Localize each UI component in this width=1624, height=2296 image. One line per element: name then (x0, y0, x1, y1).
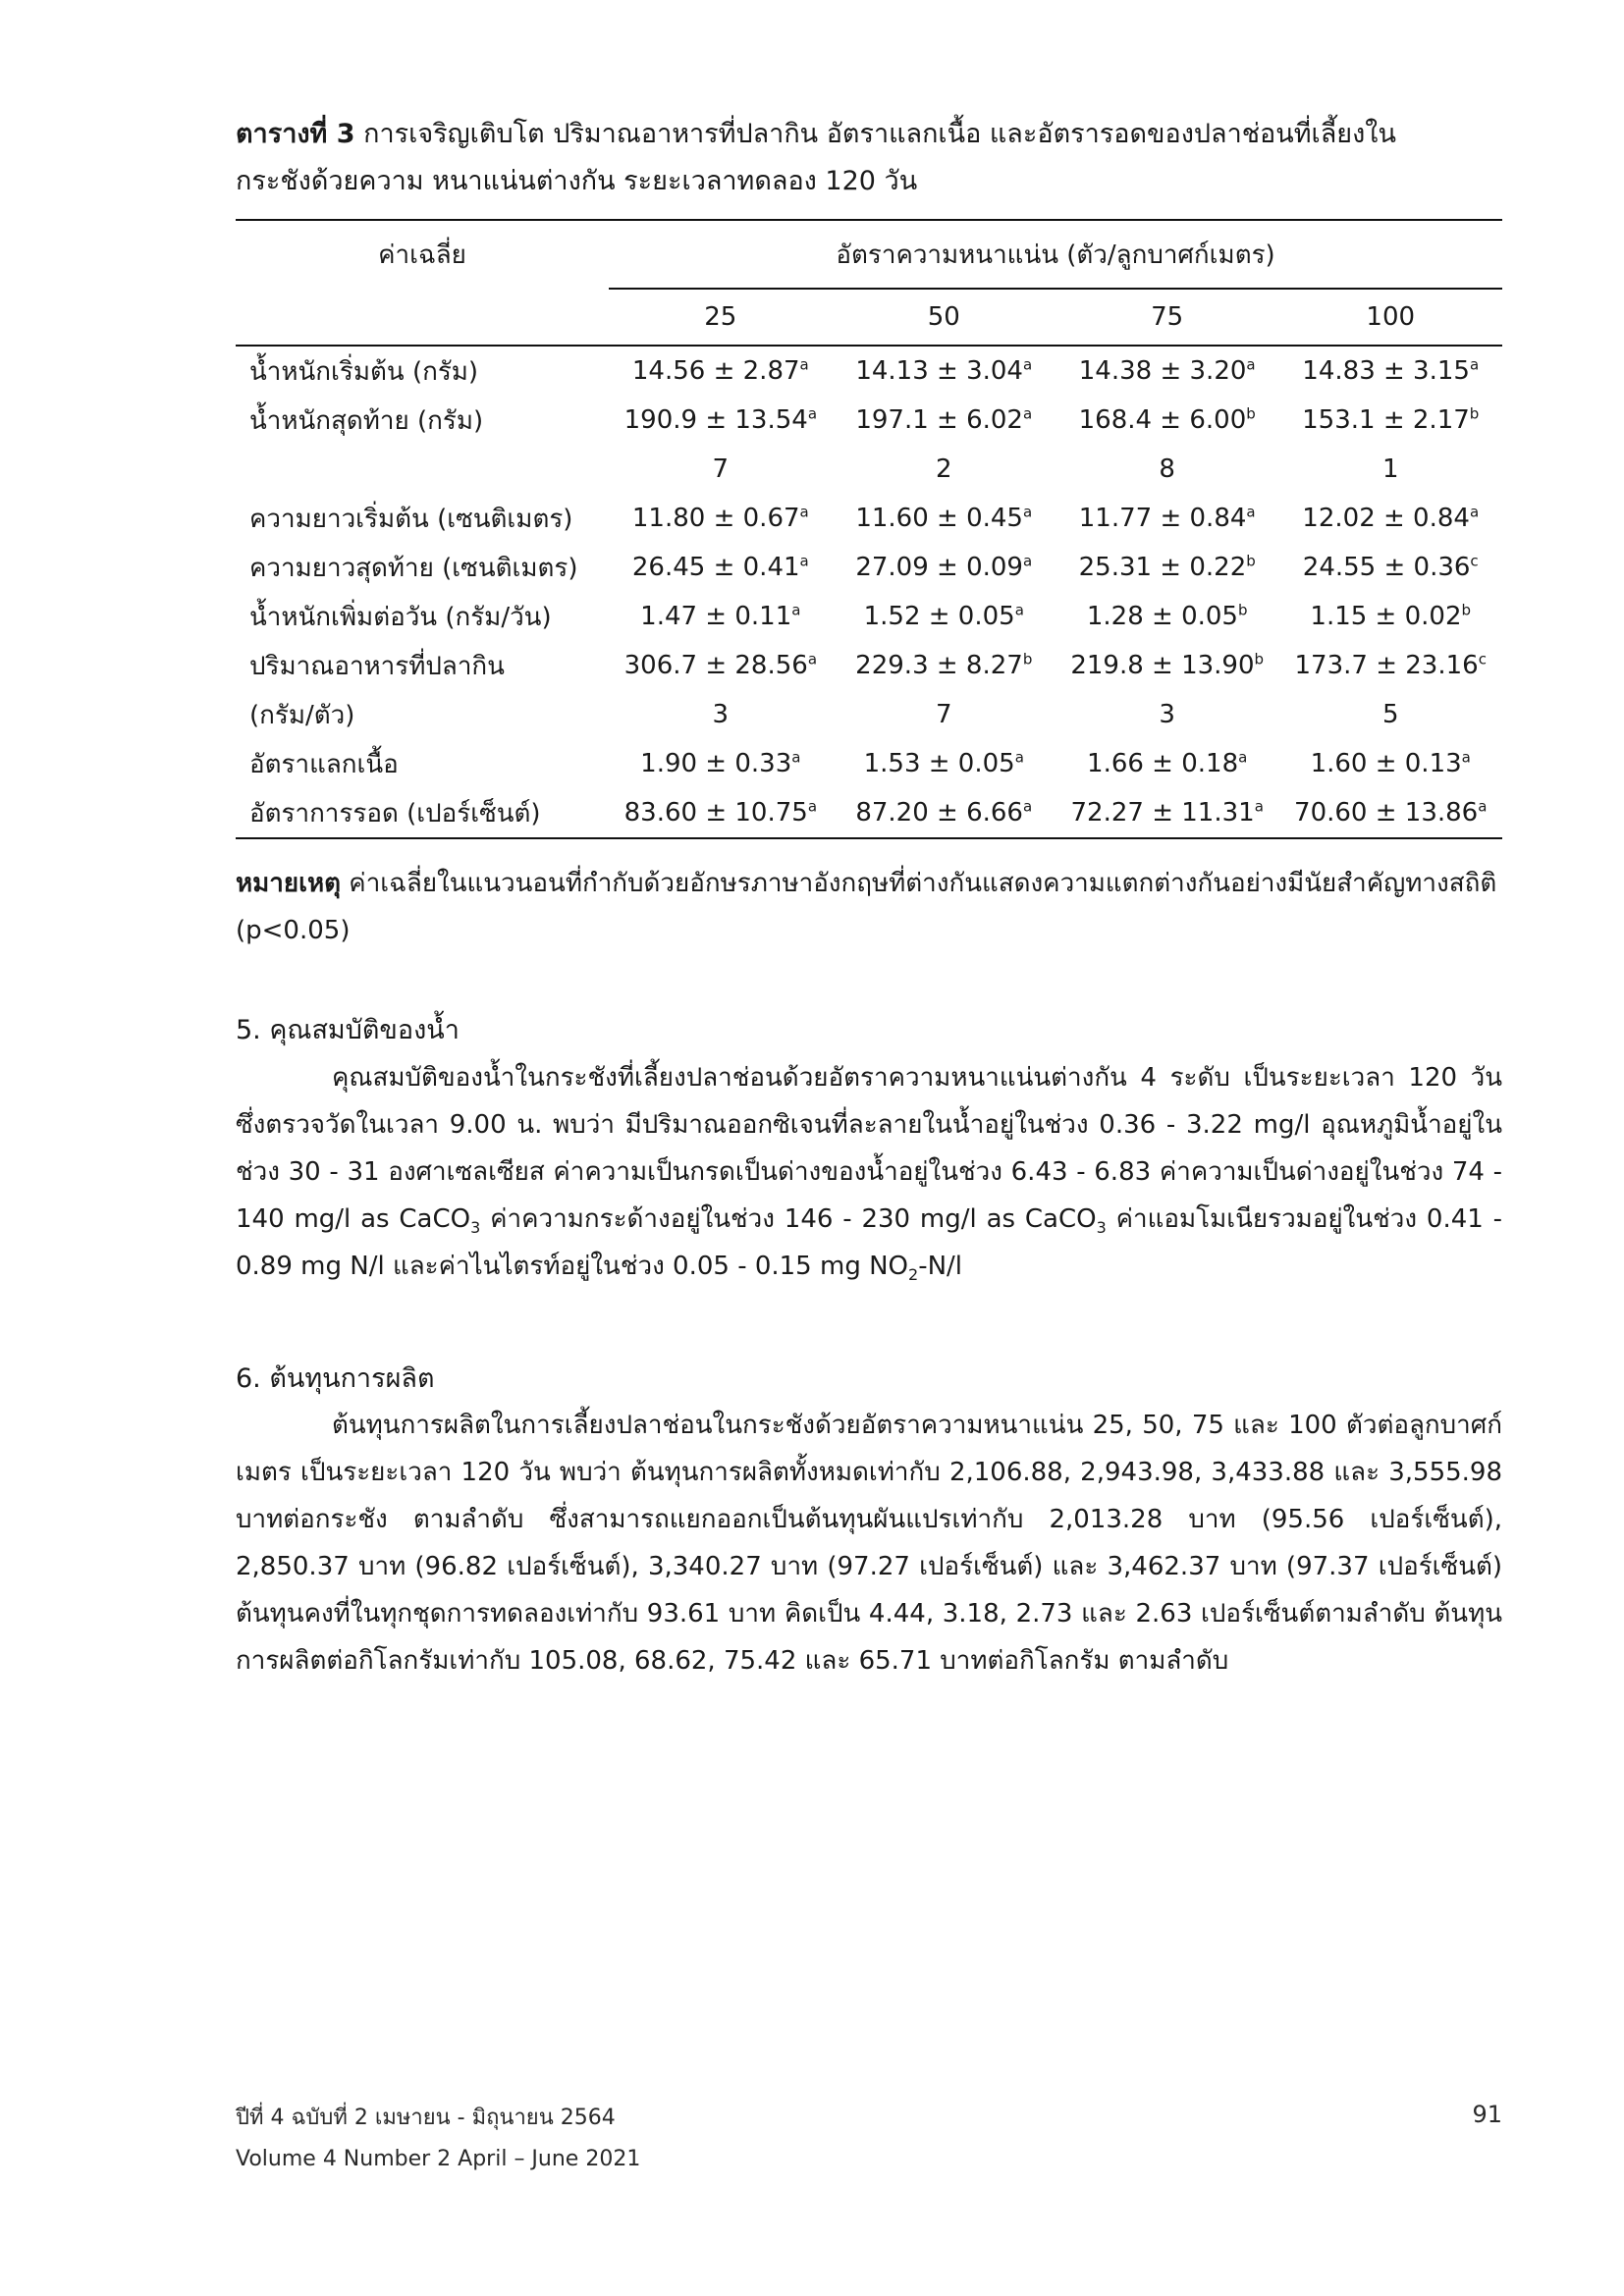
table-row (236, 641, 1502, 690)
cell-mean-sd: 27.09 ± 0.09 (855, 553, 1023, 582)
cell-mean-sd: 70.60 ± 13.86 (1294, 798, 1479, 828)
section6-text: ต้นทุนการผลิตในการเลี้ยงปลาช่อนในกระชังด้วยอัตราความหนาแน่น 25, 50, 75 และ 100 ตัวต่อลูกบาศก์เมตร เป็นระยะเวลา 120 วัน พบว่า ต้นทุนการผลิตทั้งหมดเท่ากับ 2,106.88, 2,943.98, 3,433.88 และ 3,555.98 บาทต่อกระชัง ตามลำดับ ซึ่งสามารถแยกออกเป็นต้นทุนผันแปรเท่ากับ 2,013.28 บาท (95.56 เปอร์เซ็นต์), 2,850.37 บาท (96.82 เปอร์เซ็นต์), 3,340.27 บาท (97.27 เปอร์เซ็นต์) และ 3,462.37 บาท (97.37 เปอร์เซ็นต์) ต้นทุนคงที่ในทุกชุดการทดลองเท่ากับ 93.61 บาท คิดเป็น 4.44, 3.18, 2.73 และ 2.63 เปอร์เซ็นต์ตามลำดับ ต้นทุนการผลิตต่อกิโลกรัมเท่ากับ 105.08, 68.62, 75.42 และ 65.71 บาทต่อกิโลกรัม ตามลำดับ (236, 1411, 1502, 1676)
cell-value (609, 739, 833, 788)
cell-value (1278, 396, 1502, 445)
cell-mean-sd: 24.55 ± 0.36 (1302, 553, 1471, 582)
significance-letter: b (1469, 404, 1480, 423)
cell-mean-sd: 5 (1381, 700, 1399, 729)
row-label: อัตราการรอด (เปอร์เซ็นต์) (249, 798, 541, 828)
cell-mean-sd: 8 (1159, 454, 1175, 484)
cell-value (833, 788, 1056, 838)
significance-letter: b (1254, 650, 1265, 668)
cell-value (609, 690, 833, 739)
cell-value (1278, 739, 1502, 788)
significance-letter: a (1469, 503, 1480, 521)
row-label: อัตราแลกเนื้อ (249, 749, 399, 779)
cell-mean-sd: 1.53 ± 0.05 (863, 749, 1015, 778)
cell-value (609, 788, 833, 838)
cell-mean-sd: 229.3 ± 8.27 (855, 651, 1023, 680)
section5-text-3: ค่าแอมโมเนียรวมอยู่ในช่วง 0.41 - 0.89 mg N/l และค่าไนไตรท์อยู่ในช่วง 0.05 - 0.15 mg NO (236, 1204, 1503, 1281)
cell-value (609, 592, 833, 641)
note-label: หมายเหตุ (236, 869, 342, 898)
caption-text-line1: การเจริญเติบโต ปริมาณอาหารที่ปลากิน อัตราแลกเนื้อ และอัตรารอดของปลาช่อนที่เลี้ยงใน (354, 119, 1396, 149)
cell-value (833, 690, 1056, 739)
row-label: (กรัม/ตัว) (249, 700, 355, 730)
cell-mean-sd: 1.52 ± 0.05 (863, 602, 1015, 631)
cell-value (1278, 346, 1502, 396)
significance-letter: a (799, 503, 809, 521)
significance-letter: b (1022, 650, 1033, 668)
table-row (236, 592, 1502, 641)
cell-mean-sd: 190.9 ± 13.54 (623, 405, 808, 435)
significance-letter: a (1022, 503, 1033, 521)
cell-mean-sd: 1.28 ± 0.05 (1086, 602, 1238, 631)
cell-mean-sd: 153.1 ± 2.17 (1302, 405, 1470, 435)
cell-mean-sd: 1.15 ± 0.02 (1310, 602, 1462, 631)
cell-mean-sd: 219.8 ± 13.90 (1070, 651, 1255, 680)
significance-letter: a (1022, 404, 1033, 423)
cell-mean-sd: 3 (712, 700, 730, 729)
cell-value (1056, 788, 1279, 838)
significance-letter: b (1461, 601, 1472, 619)
cell-value (833, 346, 1056, 396)
significance-letter: a (1022, 552, 1033, 570)
cell-value (1278, 690, 1502, 739)
section6-heading: 6. ต้นทุนการผลิต (236, 1363, 435, 1394)
cell-value (1278, 788, 1502, 838)
table-row (236, 788, 1502, 838)
table-row (236, 543, 1502, 592)
cell-mean-sd: 11.77 ± 0.84 (1078, 504, 1247, 533)
cell-mean-sd: 14.13 ± 3.04 (855, 356, 1023, 386)
significance-letter: a (807, 797, 818, 816)
cell-value (609, 396, 833, 445)
significance-letter: a (1238, 748, 1248, 767)
cell-value (833, 494, 1056, 543)
row-label (236, 445, 609, 494)
table-row (236, 396, 1502, 445)
section6-paragraph (236, 1402, 1502, 1684)
significance-letter: a (807, 404, 818, 423)
cell-value (1056, 543, 1279, 592)
cell-mean-sd: 7 (712, 454, 730, 484)
density-50: 50 (927, 302, 960, 332)
cell-mean-sd: 14.38 ± 3.20 (1078, 356, 1247, 386)
page-number: 91 (1472, 2101, 1502, 2128)
cell-value (833, 445, 1056, 494)
significance-letter: b (1246, 404, 1256, 423)
cell-value (1056, 346, 1279, 396)
row-label: น้ำหนักเพิ่มต่อวัน (กรัม/วัน) (249, 602, 552, 632)
cell-value (1056, 445, 1279, 494)
cell-value (1056, 739, 1279, 788)
density-75: 75 (1151, 302, 1184, 332)
results-table (236, 219, 1502, 839)
cell-value (833, 592, 1056, 641)
cell-mean-sd: 1.47 ± 0.11 (640, 602, 792, 631)
table-row (236, 690, 1502, 739)
section5-heading: 5. คุณสมบัติของน้ำ (236, 1015, 460, 1045)
cell-value (609, 641, 833, 690)
row-label: น้ำหนักสุดท้าย (กรัม) (249, 405, 484, 436)
cell-value (1056, 690, 1279, 739)
table-note (236, 860, 1502, 954)
significance-letter: a (1246, 355, 1256, 374)
table-row (236, 739, 1502, 788)
cell-mean-sd: 3 (1159, 700, 1175, 729)
row-label: ความยาวเริ่มต้น (เซนติเมตร) (249, 504, 573, 534)
significance-letter: a (1469, 355, 1480, 374)
density-header-row (236, 289, 1502, 346)
significance-letter: a (799, 355, 809, 374)
cell-value (833, 543, 1056, 592)
significance-letter: a (799, 552, 809, 570)
cell-value (609, 445, 833, 494)
cell-mean-sd: 25.31 ± 0.22 (1078, 553, 1247, 582)
cell-mean-sd: 14.56 ± 2.87 (631, 356, 800, 386)
cell-value (1278, 592, 1502, 641)
cell-mean-sd: 168.4 ± 6.00 (1078, 405, 1247, 435)
cell-mean-sd: 26.45 ± 0.41 (631, 553, 800, 582)
header-density: อัตราความหนาแน่น (ตัว/ลูกบาศก์เมตร) (609, 220, 1502, 289)
significance-letter: b (1237, 601, 1248, 619)
significance-letter: a (1014, 748, 1024, 767)
significance-letter: a (807, 650, 818, 668)
cell-mean-sd: 72.27 ± 11.31 (1070, 798, 1255, 828)
footer-thai: ปีที่ 4 ฉบับที่ 2 เมษายน - มิถุนายน 2564 (236, 2106, 616, 2130)
caption-text-line2: กระชังด้วยความ หนาแน่นต่างกัน ระยะเวลาทดลอง 120 วัน (236, 166, 918, 196)
significance-letter: a (1461, 748, 1471, 767)
cell-mean-sd: 197.1 ± 6.02 (855, 405, 1023, 435)
significance-letter: a (791, 748, 801, 767)
cell-value (1278, 641, 1502, 690)
cell-value (1056, 396, 1279, 445)
cell-mean-sd: 11.80 ± 0.67 (631, 504, 800, 533)
significance-letter: a (1022, 355, 1033, 374)
header-mean: ค่าเฉลี่ย (378, 240, 466, 270)
section5-sub-2: 3 (1096, 1218, 1107, 1238)
table-body (236, 346, 1502, 838)
cell-value (1056, 641, 1279, 690)
cell-mean-sd: 306.7 ± 28.56 (623, 651, 808, 680)
section5-sub-1: 3 (470, 1218, 481, 1238)
cell-value (1056, 494, 1279, 543)
row-label: ความยาวสุดท้าย (เซนติเมตร) (249, 553, 578, 583)
cell-mean-sd: 1.90 ± 0.33 (640, 749, 792, 778)
section5-sub-3: 2 (908, 1265, 919, 1285)
density-25: 25 (704, 302, 737, 332)
table-row (236, 494, 1502, 543)
cell-value (1056, 592, 1279, 641)
significance-letter: a (1254, 797, 1264, 816)
cell-value (833, 739, 1056, 788)
cell-mean-sd: 7 (935, 700, 952, 729)
cell-mean-sd: 12.02 ± 0.84 (1302, 504, 1470, 533)
significance-letter: c (1478, 650, 1487, 668)
significance-letter: b (1246, 552, 1256, 570)
cell-mean-sd: 1.60 ± 0.13 (1310, 749, 1462, 778)
section5-text-2: ค่าความกระด้างอยู่ในช่วง 146 - 230 mg/l as CaCO (480, 1204, 1097, 1234)
significance-letter: a (1014, 601, 1024, 619)
table-row (236, 346, 1502, 396)
row-label: น้ำหนักเริ่มต้น (กรัม) (249, 356, 479, 387)
cell-mean-sd: 2 (935, 454, 952, 484)
cell-mean-sd: 1.66 ± 0.18 (1087, 749, 1239, 778)
cell-value (1278, 494, 1502, 543)
cell-value (833, 396, 1056, 445)
cell-mean-sd: 11.60 ± 0.45 (855, 504, 1023, 533)
cell-value (609, 346, 833, 396)
section5-paragraph (236, 1054, 1502, 1290)
cell-mean-sd: 14.83 ± 3.15 (1302, 356, 1470, 386)
section5-text-4: -N/l (918, 1252, 963, 1281)
cell-mean-sd: 173.7 ± 23.16 (1294, 651, 1479, 680)
cell-value (609, 543, 833, 592)
cell-mean-sd: 87.20 ± 6.66 (855, 798, 1023, 828)
significance-letter: a (791, 601, 801, 619)
row-label: ปริมาณอาหารที่ปลากิน (249, 651, 505, 681)
cell-mean-sd: 83.60 ± 10.75 (623, 798, 808, 828)
footer-english: Volume 4 Number 2 April – June 2021 (236, 2147, 641, 2171)
section5-text-1: คุณสมบัติของน้ำในกระชังที่เลี้ยงปลาช่อนด้วยอัตราความหนาแน่นต่างกัน 4 ระดับ เป็นระยะเวลา 120 วัน ซึ่งตรวจวัดในเวลา 9.00 น. พบว่า มีปริมาณออกซิเจนที่ละลายในน้ำอยู่ในช่วง 0.36 - 3.22 mg/l อุณหภูมิน้ำอยู่ในช่วง 30 - 31 องศาเซลเซียส ค่าความเป็นกรดเป็นด่างของน้ำอยู่ในช่วง 6.43 - 6.83 ค่าความเป็นด่างอยู่ในช่วง 74 - 140 mg/l as CaCO (236, 1063, 1502, 1234)
note-text: ค่าเฉลี่ยในแนวนอนที่กำกับด้วยอักษรภาษาอังกฤษที่ต่างกันแสดงความแตกต่างกันอย่างมีนัยสำคัญทางสถิติ (p<0.05) (236, 869, 1497, 945)
significance-letter: a (1246, 503, 1256, 521)
table-caption (236, 111, 1502, 205)
cell-value (1278, 543, 1502, 592)
significance-letter: a (1022, 797, 1033, 816)
cell-mean-sd: 1 (1381, 454, 1399, 484)
caption-label: ตารางที่ 3 (236, 119, 355, 149)
significance-letter: c (1470, 552, 1479, 570)
density-100: 100 (1366, 302, 1416, 332)
cell-value (833, 641, 1056, 690)
significance-letter: a (1478, 797, 1488, 816)
table-row (236, 445, 1502, 494)
cell-value (609, 494, 833, 543)
cell-value (1278, 445, 1502, 494)
